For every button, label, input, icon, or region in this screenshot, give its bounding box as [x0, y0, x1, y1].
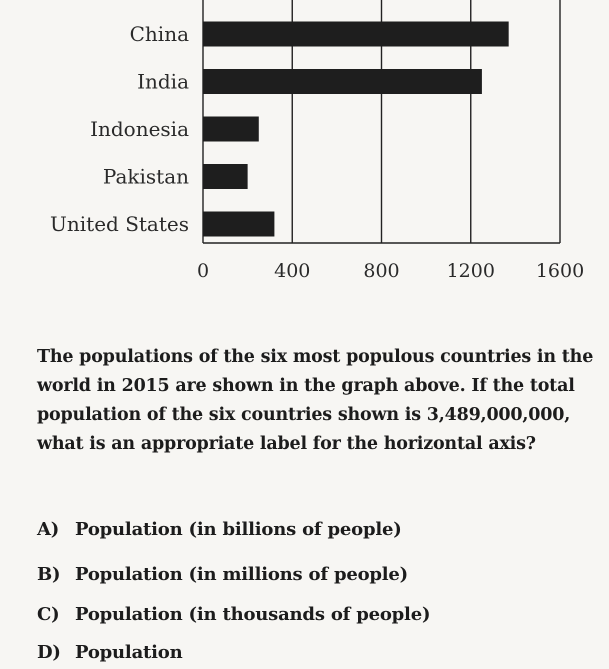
- x-tick-labels: [197, 260, 584, 282]
- bar: [203, 117, 259, 142]
- x-tick-label: 1200: [446, 260, 495, 282]
- choice-text: Population: [75, 642, 183, 663]
- category-label: China: [129, 22, 189, 46]
- choice-letter: C): [37, 604, 60, 625]
- choice-b[interactable]: [37, 564, 408, 585]
- x-tick-label: 0: [196, 260, 210, 282]
- category-label: Indonesia: [90, 117, 189, 141]
- question-text: The populations of the six most populous countries in the world in 2015 are shown in the graph above. If the total population of the six countries shown is 3,489,000,000, what is an appropriate label for the horizontal axis?: [37, 347, 594, 454]
- category-label: India: [137, 69, 189, 94]
- chart-bars: [203, 22, 509, 237]
- choice-text: Population (in thousands of people): [75, 604, 431, 625]
- bar: [203, 212, 274, 237]
- category-label: Pakistan: [102, 164, 189, 189]
- choice-text: Population (in millions of people): [75, 564, 408, 585]
- choice-d[interactable]: [37, 642, 182, 663]
- x-tick-label: 800: [363, 260, 400, 282]
- category-labels: [50, 22, 189, 236]
- choice-text: Population (in billions of people): [75, 519, 402, 540]
- x-tick-label: 1600: [535, 260, 585, 282]
- x-tick-label: 400: [274, 260, 311, 282]
- bar: [203, 22, 509, 47]
- choice-letter: D): [37, 642, 61, 663]
- choice-letter: B): [37, 564, 61, 585]
- choice-c[interactable]: [37, 604, 430, 625]
- bar-chart: [0, 0, 609, 300]
- choice-a[interactable]: [37, 519, 402, 540]
- bar: [203, 69, 482, 94]
- category-label: United States: [50, 212, 189, 236]
- bar: [203, 164, 248, 189]
- choice-letter: A): [37, 519, 60, 540]
